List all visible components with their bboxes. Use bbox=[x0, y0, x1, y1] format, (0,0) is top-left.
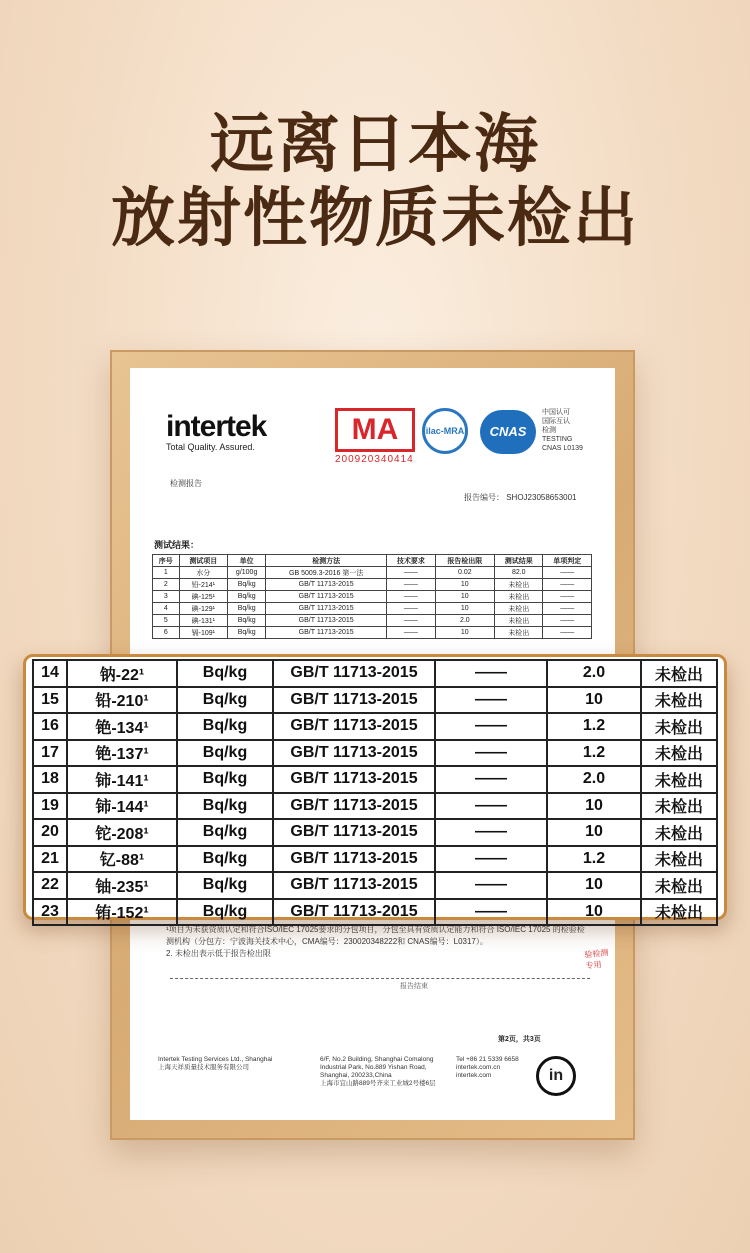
footer-address bbox=[320, 1056, 436, 1088]
table-cell: 4 bbox=[153, 603, 180, 615]
header-cell: 序号 bbox=[153, 555, 180, 567]
zoomed-table-cell: Bq/kg bbox=[177, 846, 273, 873]
table-cell: 10 bbox=[435, 579, 494, 591]
zoomed-table-cell: —— bbox=[435, 846, 547, 873]
note-1: ¹项目为未获资质认定和符合ISO/IEC 17025要求的分包项目，分包至具有资质认定能力和符合 ISO/IEC 17025 的检验检测机构（分包方：宁波海关技术中心，CMA编号：230020348222和 CNAS编号：L0317）。 bbox=[166, 925, 585, 946]
report-end: 报告结束 bbox=[400, 983, 428, 990]
zoomed-table-cell: 铊-208¹ bbox=[67, 819, 177, 846]
table-cell: 铅-214¹ bbox=[179, 579, 227, 591]
divider bbox=[170, 978, 590, 979]
zoomed-table-cell: 1.2 bbox=[547, 740, 641, 767]
table-cell: 水分 bbox=[179, 567, 227, 579]
table-cell: —— bbox=[543, 579, 592, 591]
logo-tagline: Total Quality. Assured. bbox=[166, 442, 255, 452]
table-cell: 3 bbox=[153, 591, 180, 603]
footer-line: 上海天祥质量技术服务有限公司 bbox=[158, 1064, 249, 1071]
zoomed-table-row bbox=[33, 872, 717, 899]
footer-line: Tel +86 21 5339 6658 bbox=[456, 1056, 519, 1063]
zoomed-table-cell: —— bbox=[435, 713, 547, 740]
table-row bbox=[153, 579, 592, 591]
zoomed-table-cell: 14 bbox=[33, 660, 67, 687]
zoomed-table-cell: Bq/kg bbox=[177, 819, 273, 846]
zoomed-table-cell: 未检出 bbox=[641, 713, 717, 740]
zoomed-table-cell: 20 bbox=[33, 819, 67, 846]
results-title: 测试结果： bbox=[154, 540, 200, 550]
table-cell: 10 bbox=[435, 591, 494, 603]
table-cell: 未检出 bbox=[495, 615, 543, 627]
table-cell: 82.0 bbox=[495, 567, 543, 579]
table-cell: —— bbox=[543, 603, 592, 615]
zoomed-table-cell: 未检出 bbox=[641, 819, 717, 846]
zoomed-table-cell: 1.2 bbox=[547, 846, 641, 873]
table-row bbox=[153, 615, 592, 627]
table-cell: —— bbox=[387, 591, 435, 603]
zoomed-table-cell: 未检出 bbox=[641, 660, 717, 687]
table-cell: 6 bbox=[153, 627, 180, 639]
note-2: 2. 未检出表示低于报告检出限 bbox=[166, 949, 271, 958]
zoomed-table-cell: 23 bbox=[33, 899, 67, 926]
headline-line2: 放射性物质未检出 bbox=[111, 182, 639, 256]
table-cell: 2 bbox=[153, 579, 180, 591]
table-cell: Bq/kg bbox=[228, 591, 266, 603]
cnas-caption bbox=[542, 408, 583, 453]
footer-line: intertek.com.cn bbox=[456, 1064, 501, 1071]
cnas-line: TESTING bbox=[542, 436, 573, 443]
zoomed-table-cell: Bq/kg bbox=[177, 740, 273, 767]
header-cell: 报告检出限 bbox=[435, 555, 494, 567]
zoomed-table-row bbox=[33, 766, 717, 793]
intertek-logo bbox=[166, 410, 266, 452]
table-row bbox=[153, 567, 592, 579]
header-cell: 单位 bbox=[228, 555, 266, 567]
table-cell: 1 bbox=[153, 567, 180, 579]
zoomed-table-cell: 钠-22¹ bbox=[67, 660, 177, 687]
table-cell: —— bbox=[387, 615, 435, 627]
zoomed-table-cell: 未检出 bbox=[641, 872, 717, 899]
table-cell: 未检出 bbox=[495, 579, 543, 591]
table-row bbox=[153, 603, 592, 615]
table-cell: 未检出 bbox=[495, 591, 543, 603]
zoomed-table-row bbox=[33, 899, 717, 926]
header-cell: 检测方法 bbox=[266, 555, 387, 567]
zoomed-table-row bbox=[33, 740, 717, 767]
zoomed-table-row bbox=[33, 713, 717, 740]
zoomed-table-cell: GB/T 11713-2015 bbox=[273, 766, 435, 793]
table-cell: 未检出 bbox=[495, 603, 543, 615]
table-cell: 0.02 bbox=[435, 567, 494, 579]
zoomed-table-cell: 15 bbox=[33, 687, 67, 714]
logo-name: intertek bbox=[166, 410, 267, 443]
zoomed-table-cell: GB/T 11713-2015 bbox=[273, 687, 435, 714]
zoomed-table-cell: —— bbox=[435, 793, 547, 820]
headline bbox=[0, 108, 750, 256]
zoomed-table-cell: 未检出 bbox=[641, 846, 717, 873]
table-cell: —— bbox=[387, 603, 435, 615]
footer-line: intertek.com bbox=[456, 1072, 492, 1079]
table-row bbox=[153, 591, 592, 603]
cnas-line: 检测 bbox=[542, 427, 556, 434]
zoomed-table-cell: GB/T 11713-2015 bbox=[273, 660, 435, 687]
cma-icon: MA bbox=[335, 408, 415, 452]
zoomed-table-panel bbox=[23, 654, 727, 923]
cnas-icon: CNAS bbox=[480, 410, 536, 454]
zoomed-table-cell: 16 bbox=[33, 713, 67, 740]
notes bbox=[166, 924, 586, 960]
zoomed-table-row bbox=[33, 687, 717, 714]
footer-line: 上海市宜山路889号齐来工业城2号楼6层 bbox=[320, 1080, 436, 1087]
zoomed-table-row bbox=[33, 793, 717, 820]
table-cell: —— bbox=[387, 567, 435, 579]
table-row bbox=[153, 627, 592, 639]
zoomed-table-cell: GB/T 11713-2015 bbox=[273, 713, 435, 740]
table-cell: GB/T 11713-2015 bbox=[266, 579, 387, 591]
zoomed-table-cell: Bq/kg bbox=[177, 766, 273, 793]
zoomed-table-cell: 2.0 bbox=[547, 660, 641, 687]
zoomed-table-cell: 10 bbox=[547, 899, 641, 926]
zoomed-table-cell: 未检出 bbox=[641, 899, 717, 926]
zoomed-table-cell: 10 bbox=[547, 819, 641, 846]
header-cell: 测试项目 bbox=[179, 555, 227, 567]
zoomed-table-cell: —— bbox=[435, 899, 547, 926]
zoomed-table-cell: —— bbox=[435, 766, 547, 793]
cma-mark bbox=[335, 408, 415, 465]
zoomed-table-cell: Bq/kg bbox=[177, 713, 273, 740]
table-cell: —— bbox=[387, 627, 435, 639]
report-title: 检测报告 bbox=[170, 479, 202, 488]
table-cell: GB 5009.3-2016 第一法 bbox=[266, 567, 387, 579]
zoomed-table-row bbox=[33, 846, 717, 873]
zoomed-table-cell: GB/T 11713-2015 bbox=[273, 819, 435, 846]
zoomed-table-cell: 22 bbox=[33, 872, 67, 899]
zoomed-table-cell: 铈-144¹ bbox=[67, 793, 177, 820]
table-cell: 2.0 bbox=[435, 615, 494, 627]
zoomed-table-cell: 钇-88¹ bbox=[67, 846, 177, 873]
table-cell: 10 bbox=[435, 627, 494, 639]
zoomed-table-cell: 未检出 bbox=[641, 793, 717, 820]
zoomed-table-cell: 铈-141¹ bbox=[67, 766, 177, 793]
cnas-line: 中国认可 bbox=[542, 409, 570, 416]
zoomed-table-cell: —— bbox=[435, 740, 547, 767]
zoomed-table-cell: GB/T 11713-2015 bbox=[273, 740, 435, 767]
table-cell: GB/T 11713-2015 bbox=[266, 603, 387, 615]
zoomed-table-cell: 10 bbox=[547, 872, 641, 899]
header-cell: 技术要求 bbox=[387, 555, 435, 567]
zoomed-table-cell: 未检出 bbox=[641, 766, 717, 793]
cma-number: 200920340414 bbox=[335, 454, 414, 465]
zoomed-table-cell: 10 bbox=[547, 793, 641, 820]
table-cell: Bq/kg bbox=[228, 579, 266, 591]
zoomed-table-cell: 未检出 bbox=[641, 687, 717, 714]
table-cell: —— bbox=[543, 567, 592, 579]
table-cell: Bq/kg bbox=[228, 627, 266, 639]
zoomed-table-cell: 17 bbox=[33, 740, 67, 767]
footer-line: Intertek Testing Services Ltd., Shanghai bbox=[158, 1056, 273, 1063]
zoomed-table-cell: 18 bbox=[33, 766, 67, 793]
zoomed-table-cell: 铕-152¹ bbox=[67, 899, 177, 926]
footer-contact bbox=[456, 1056, 519, 1080]
zoomed-table-cell: —— bbox=[435, 872, 547, 899]
cnas-line: CNAS L0139 bbox=[542, 445, 583, 452]
footer-line: Shanghai, 200233,China bbox=[320, 1072, 392, 1079]
zoomed-table-cell: 19 bbox=[33, 793, 67, 820]
table-cell: GB/T 11713-2015 bbox=[266, 615, 387, 627]
footer-company bbox=[158, 1056, 272, 1072]
table-cell: GB/T 11713-2015 bbox=[266, 591, 387, 603]
zoomed-table-row bbox=[33, 660, 717, 687]
zoomed-table-cell: 10 bbox=[547, 687, 641, 714]
seal-stamp: 验检测专用 bbox=[584, 948, 609, 971]
page-number: 第2页，共3页 bbox=[498, 1036, 541, 1043]
table-cell: 碘-129¹ bbox=[179, 603, 227, 615]
zoomed-table-cell: GB/T 11713-2015 bbox=[273, 872, 435, 899]
footer-line: Industrial Park, No.889 Yishan Road, bbox=[320, 1064, 427, 1071]
table-cell: 5 bbox=[153, 615, 180, 627]
zoomed-table-cell: 铀-235¹ bbox=[67, 872, 177, 899]
zoomed-table-cell: 1.2 bbox=[547, 713, 641, 740]
table-cell: g/100g bbox=[228, 567, 266, 579]
table-cell: 碘-125¹ bbox=[179, 591, 227, 603]
report-number: 报告编号： SHOJ23058653001 bbox=[464, 493, 577, 502]
header-cell: 测试结果 bbox=[495, 555, 543, 567]
zoomed-results-table bbox=[32, 659, 718, 926]
zoomed-table-cell: GB/T 11713-2015 bbox=[273, 793, 435, 820]
zoomed-table-cell: 21 bbox=[33, 846, 67, 873]
table-cell: —— bbox=[387, 579, 435, 591]
headline-line1: 远离日本海 bbox=[210, 108, 540, 182]
zoomed-table-cell: 铯-137¹ bbox=[67, 740, 177, 767]
zoomed-table-cell: GB/T 11713-2015 bbox=[273, 899, 435, 926]
table-cell: —— bbox=[543, 591, 592, 603]
zoomed-table-cell: —— bbox=[435, 687, 547, 714]
in-logo-icon: in bbox=[536, 1056, 576, 1096]
table-cell: Bq/kg bbox=[228, 615, 266, 627]
header-cell: 单项判定 bbox=[543, 555, 592, 567]
zoomed-table-cell: —— bbox=[435, 819, 547, 846]
zoomed-table-row bbox=[33, 819, 717, 846]
table-cell: Bq/kg bbox=[228, 603, 266, 615]
zoomed-table-cell: 未检出 bbox=[641, 740, 717, 767]
zoomed-table-cell: 铅-210¹ bbox=[67, 687, 177, 714]
zoomed-table-cell: 铯-134¹ bbox=[67, 713, 177, 740]
table-cell: 未检出 bbox=[495, 627, 543, 639]
zoomed-table-cell: Bq/kg bbox=[177, 687, 273, 714]
cnas-line: 国际互认 bbox=[542, 418, 570, 425]
footer-line: 6/F, No.2 Building, Shanghai Comalong bbox=[320, 1056, 434, 1063]
zoomed-table-cell: 2.0 bbox=[547, 766, 641, 793]
table-cell: —— bbox=[543, 615, 592, 627]
results-table bbox=[152, 554, 592, 639]
table-cell: 镉-109¹ bbox=[179, 627, 227, 639]
table-cell: GB/T 11713-2015 bbox=[266, 627, 387, 639]
zoomed-table-cell: Bq/kg bbox=[177, 660, 273, 687]
zoomed-table-cell: GB/T 11713-2015 bbox=[273, 846, 435, 873]
ilac-icon: ilac-MRA bbox=[422, 408, 468, 454]
table-cell: —— bbox=[543, 627, 592, 639]
table-cell: 碘-131¹ bbox=[179, 615, 227, 627]
zoomed-table-cell: Bq/kg bbox=[177, 793, 273, 820]
zoomed-table-cell: Bq/kg bbox=[177, 872, 273, 899]
zoomed-table-cell: Bq/kg bbox=[177, 899, 273, 926]
table-cell: 10 bbox=[435, 603, 494, 615]
table-header-row bbox=[153, 555, 592, 567]
zoomed-table-cell: —— bbox=[435, 660, 547, 687]
